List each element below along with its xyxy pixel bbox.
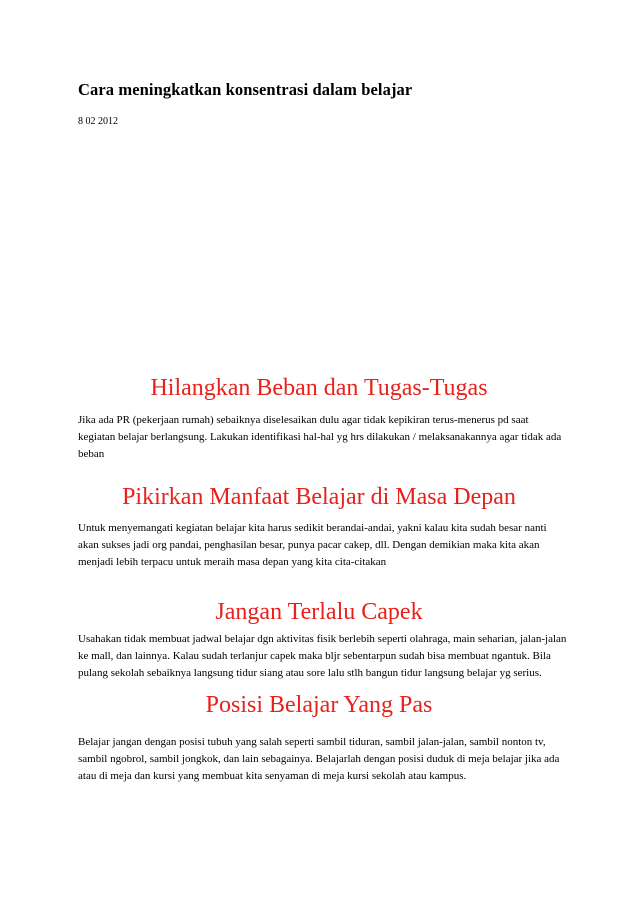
- section-heading-4: Posisi Belajar Yang Pas: [205, 692, 433, 718]
- section-heading-2: Pikirkan Manfaat Belajar di Masa Depan: [122, 484, 516, 510]
- section-body-4: Belajar jangan dengan posisi tubuh yang salah seperti sambil tiduran, sambil jalan-jalan, sambil nonton tv, sambil ngobrol, sambil jongkok, dan lain sebagainya. Belajarlah dengan posisi duduk di meja belajar jika ada atau di meja dan kursi yang membuat kita senyaman di meja kursi sekolah atau kampus.: [78, 736, 560, 782]
- page-date: 8 02 2012: [78, 116, 118, 127]
- section-heading-3: Jangan Terlalu Capek: [215, 599, 423, 625]
- section-body-1: Jika ada PR (pekerjaan rumah) sebaiknya diselesaikan dulu agar tidak kepikiran terus-menerus pd saat kegiatan belajar berlangsung. Lakukan identifikasi hal-hal yg hrs dilakukan / melaksanakannya agar tidak ada beban: [78, 414, 562, 460]
- section-heading-1: Hilangkan Beban dan Tugas-Tugas: [150, 375, 488, 401]
- section-body-3: Usahakan tidak membuat jadwal belajar dgn aktivitas fisik berlebih seperti olahraga, main seharian, jalan-jalan ke mall, dan lainnya. Kalau sudah terlanjur capek maka bljr sebentarpun sudah bisa membuat ngantuk. Bila pulang sekolah sebaiknya langsung tidur siang atau sore lalu stlh bangun tidur langsung belajar yg serius.: [78, 633, 567, 679]
- section-body-2: Untuk menyemangati kegiatan belajar kita harus sedikit berandai-andai, yakni kalau kita sudah besar nanti akan sukses jadi org pandai, penghasilan besar, punya pacar cakep, dll. Dengan demikian maka kita akan menjadi lebih terpacu untuk meraih masa depan yang kita cita-citakan: [78, 522, 547, 568]
- page-title: Cara meningkatkan konsentrasi dalam belajar: [78, 80, 413, 99]
